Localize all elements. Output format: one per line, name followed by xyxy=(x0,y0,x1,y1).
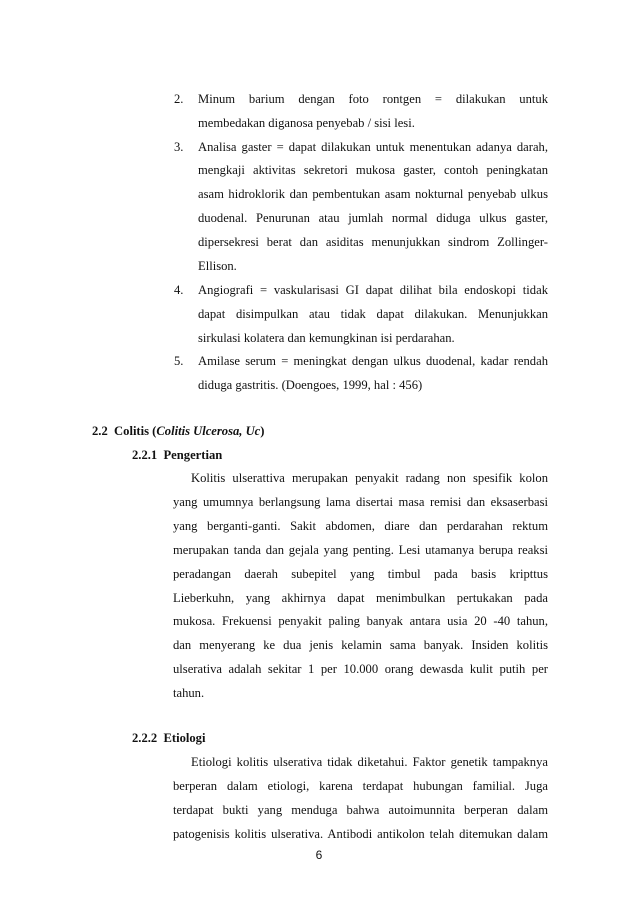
page-number: 6 xyxy=(315,848,323,862)
list-text-line: Angiografi = vaskularisasi GI dapat dilihat bila endoskopi tidak xyxy=(198,283,548,297)
list-text-line: Minum barium dengan foto rontgen = dilakukan untuk xyxy=(198,92,548,106)
paragraph-line: dan menyerang ke dua jenis kelamin sama banyak. Insiden kolitis xyxy=(173,638,548,652)
section-title-start: Colitis ( xyxy=(114,424,157,438)
paragraph-line: terdapat bukti yang menduga bahwa autoimunnita berperan dalam xyxy=(173,803,548,817)
list-text-line: diduga gastritis. (Doengoes, 1999, hal : 456) xyxy=(198,378,423,392)
paragraph-line: peradangan daerah subepitel yang timbul pada basis kripttus xyxy=(173,567,548,581)
list-number: 3. xyxy=(174,140,184,154)
list-text-line: dapat disimpulkan atau tidak dapat dilakukan. Menunjukkan xyxy=(198,307,548,321)
subsection-title: Pengertian xyxy=(163,448,223,462)
section-heading xyxy=(92,423,264,439)
list-text-line: duodenal. Penurunan atau jumlah normal diduga ulkus gaster, xyxy=(198,211,548,225)
paragraph-line: ulserativa adalah sekitar 1 per 10.000 orang dewasda kulit putih per xyxy=(173,662,548,676)
subsection-number: 2.2.2 xyxy=(132,731,158,745)
paragraph-line: yang umumnya berlangsung lama disertai masa remisi dan eksaserbasi xyxy=(173,495,548,509)
subsection-heading-pengertian xyxy=(132,447,222,463)
list-number: 2. xyxy=(174,92,184,106)
list-number: 4. xyxy=(174,283,184,297)
paragraph-line: patogenisis kolitis ulserativa. Antibodi antikolon telah ditemukan dalam xyxy=(173,827,548,841)
list-text-line: Amilase serum = meningkat dengan ulkus duodenal, kadar rendah xyxy=(198,354,548,368)
subsection-title: Etiologi xyxy=(163,731,206,745)
paragraph-line: tahun. xyxy=(173,686,205,700)
list-number: 5. xyxy=(174,354,184,368)
paragraph-line: berperan dalam etiologi, karena terdapat hubungan familial. Juga xyxy=(173,779,548,793)
list-text-line: dipersekresi berat dan asiditas menunjukkan sindrom Zollinger- xyxy=(198,235,548,249)
list-text-line: mengkaji aktivitas sekretori mukosa gaster, contoh peningkatan xyxy=(198,163,548,177)
paragraph-line: Etiologi kolitis ulserativa tidak diketahui. Faktor genetik tampaknya xyxy=(191,755,548,769)
section-title-italic: Colitis Ulcerosa, Uc xyxy=(156,424,261,438)
section-number: 2.2 xyxy=(92,424,108,438)
subsection-number: 2.2.1 xyxy=(132,448,158,462)
paragraph-line: merupakan tanda dan gejala yang penting. Lesi utamanya berupa reaksi xyxy=(173,543,548,557)
list-text-line: Ellison. xyxy=(198,259,237,273)
paragraph-line: yang berganti-ganti. Sakit abdomen, diare dan perdarahan rektum xyxy=(173,519,548,533)
list-text-line: membedakan diganosa penyebab / sisi lesi. xyxy=(198,116,415,130)
paragraph-line: Lieberkuhn, yang akhirnya dapat menimbulkan pertukakan pada xyxy=(173,591,548,605)
list-text-line: Analisa gaster = dapat dilakukan untuk menentukan adanya darah, xyxy=(198,140,548,154)
list-text-line: asam hidroklorik dan pembentukan asam nokturnal penyebab ulkus xyxy=(198,187,548,201)
subsection-heading-etiologi xyxy=(132,730,205,746)
paragraph-line: Kolitis ulserattiva merupakan penyakit radang non spesifik kolon xyxy=(191,471,548,485)
paragraph-line: mukosa. Frekuensi penyakit paling banyak antara usia 20 -40 tahun, xyxy=(173,614,548,628)
list-text-line: sirkulasi kolatera dan kemungkinan isi perdarahan. xyxy=(198,331,455,345)
section-title-end: ) xyxy=(260,424,265,438)
